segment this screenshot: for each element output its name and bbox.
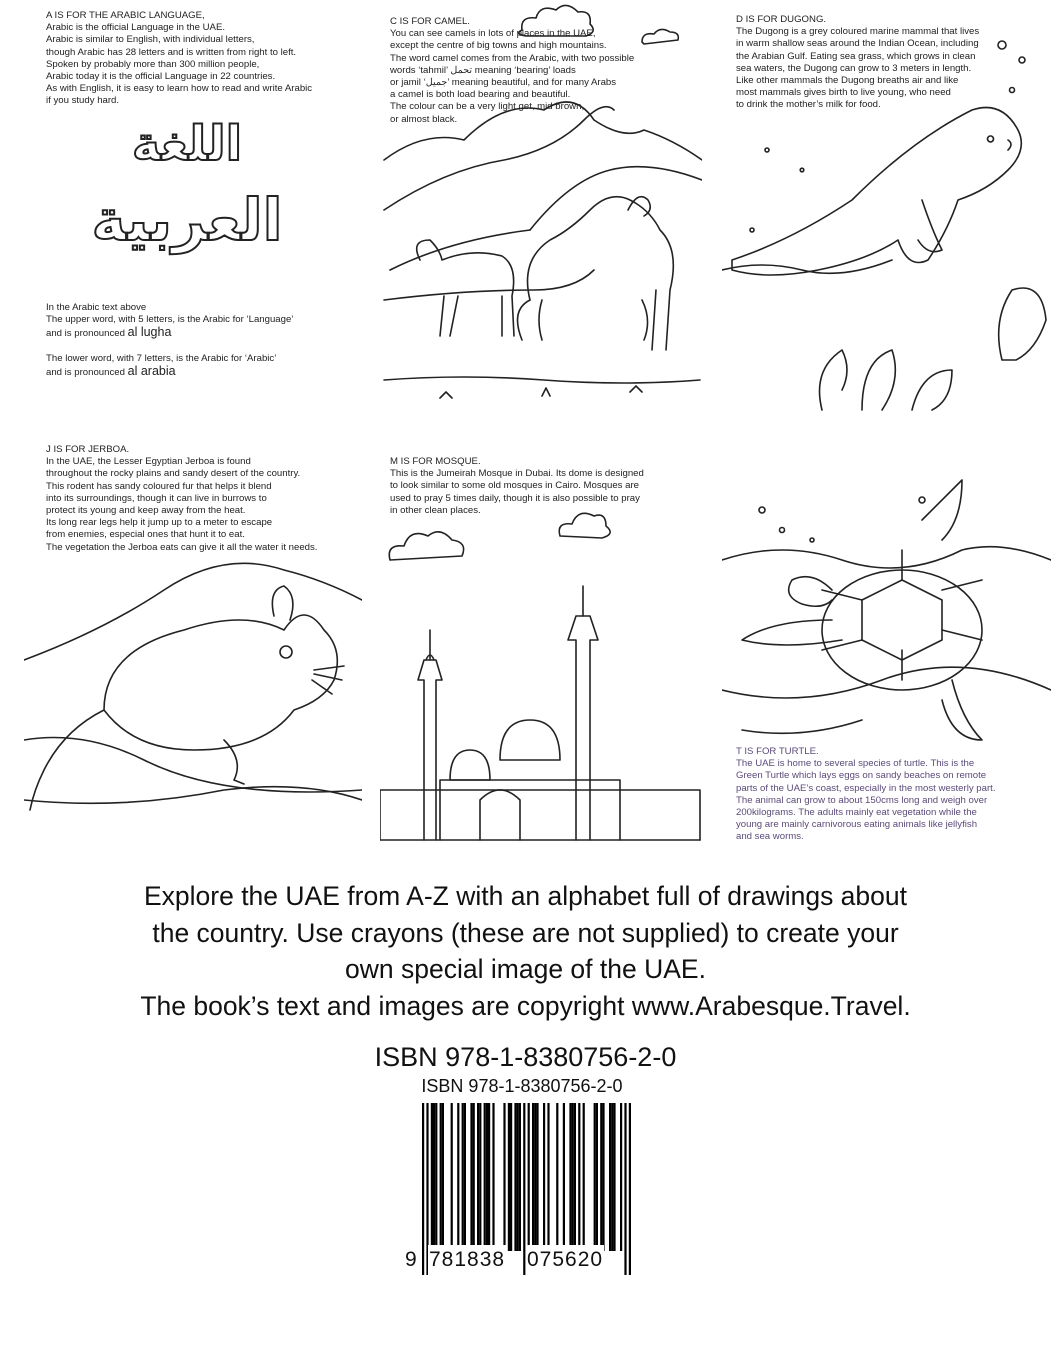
panel-c-text <box>390 16 634 126</box>
panel-j-line: protect its young and keep away from the heat. <box>46 505 246 517</box>
note-intro: In the Arabic text above <box>46 302 147 313</box>
barcode-bar <box>442 1103 444 1251</box>
barcode-bar <box>473 1103 475 1251</box>
barcode-bar <box>440 1103 442 1251</box>
barcode-bar <box>457 1103 459 1251</box>
jerboa-tail <box>30 710 104 810</box>
panel-m-line: to look similar to some old mosques in Cairo. Mosques are <box>390 480 640 492</box>
note-lower-1: The lower word, with 7 letters, is the Arabic for ‘Arabic’ <box>46 352 277 364</box>
barcode-bar <box>484 1103 486 1251</box>
barcode-bar <box>433 1103 435 1251</box>
barcode-bar <box>464 1103 466 1251</box>
note-upper-2: and is pronounced <box>46 328 125 340</box>
barcode-bar <box>477 1103 479 1251</box>
blurb-line: the country. Use crayons (these are not supplied) to create your <box>152 917 899 948</box>
mosque-base <box>380 790 700 840</box>
barcode-bar <box>503 1103 505 1251</box>
panel-arabic-language <box>24 0 362 418</box>
barcode-bar <box>600 1103 602 1251</box>
panel-j-line: from enemies, especial ones that hunt it to eat. <box>46 529 245 541</box>
jerboa-eye <box>280 646 292 658</box>
barcode-bar <box>583 1103 585 1251</box>
panel-j-title: J IS FOR JERBOA. <box>46 444 130 455</box>
left-minaret <box>418 660 442 840</box>
panel-j-line: Its long rear legs help it jump up to a meter to escape <box>46 517 273 529</box>
panel-c-title: C IS FOR CAMEL. <box>390 16 470 27</box>
panel-turtle <box>722 440 1051 868</box>
panel-t-title: T IS FOR TURTLE. <box>736 746 819 757</box>
panel-a-line: Arabic is similar to English, with individual letters, <box>46 34 255 46</box>
panel-c-line: The word camel comes from the Arabic, with two possible <box>390 52 635 64</box>
barcode-bar <box>543 1103 545 1251</box>
panel-m-line: used to pray 5 times daily, though it is also possible to pray <box>390 492 640 504</box>
panel-t-line: young are mainly carnivorous eating animals like jellyfish <box>736 819 978 831</box>
blurb-line: The book’s text and images are copyright www.Arabesque.Travel. <box>140 990 911 1021</box>
barcode-bar <box>563 1103 565 1251</box>
panel-d-line: The Dugong is a grey coloured marine mammal that lives <box>736 26 980 38</box>
barcode-bar <box>431 1103 433 1251</box>
dugong-body <box>732 108 1021 276</box>
barcode-bar <box>519 1103 521 1251</box>
panel-m-line: in other clean places. <box>390 504 481 516</box>
panel-c-line: except the centre of big towns and high mountains. <box>390 40 607 52</box>
barcode-bar <box>578 1103 580 1251</box>
barcode-digits-right: 075620 <box>526 1245 604 1275</box>
barcode-bar <box>486 1103 488 1251</box>
cloud-2 <box>642 29 678 44</box>
barcode-bar <box>536 1103 538 1251</box>
note-upper-1: The upper word, with 5 letters, is the Arabic for ‘Language’ <box>46 314 294 326</box>
barcode-bar <box>609 1103 611 1251</box>
pron-lower: al arabia <box>127 363 176 378</box>
arabic-word-lower: العربية <box>91 186 283 254</box>
blurb-line: own special image of the UAE. <box>345 954 706 984</box>
barcode-bar <box>556 1103 558 1251</box>
pron-upper: al lugha <box>127 325 172 340</box>
panel-m-text <box>390 456 644 517</box>
back-cover-blurb <box>0 878 1051 1024</box>
big-camel <box>528 197 674 350</box>
panel-d-title: D IS FOR DUGONG. <box>736 14 827 25</box>
barcode-bar <box>470 1103 472 1251</box>
arabic-word-upper: اللغة <box>131 116 243 172</box>
panel-c-line: a camel is both load bearing and beautiful. <box>390 89 571 101</box>
panel-d-line: the Arabian Gulf. Eating sea grass, which grows in clean <box>736 50 976 62</box>
panel-j-text <box>46 444 317 554</box>
panel-mosque <box>380 440 702 868</box>
right-minaret <box>568 616 598 840</box>
barcode-bar <box>514 1103 516 1251</box>
turtle-flipper <box>742 620 842 645</box>
barcode-bar <box>534 1103 536 1251</box>
panel-c-line: The colour can be a very light get, mid brown, <box>390 101 585 113</box>
barcode-bar <box>508 1103 510 1251</box>
cloud-right <box>559 513 610 538</box>
panel-camel <box>380 0 702 418</box>
panel-c-line: or jamil ‘جميل’ meaning beautiful, and for many Arabs <box>390 77 617 89</box>
barcode-bar <box>510 1103 512 1251</box>
coral <box>820 350 953 410</box>
barcode-bar <box>613 1103 615 1251</box>
barcode-bar <box>462 1103 464 1251</box>
barcode-isbn-label: ISBN 978-1-8380756-2-0 <box>421 1076 623 1096</box>
panel-j-line: into its surroundings, though it can live in burrows to <box>46 492 267 504</box>
barcode-bar <box>547 1103 549 1251</box>
panel-a-line: Arabic is the official Language in the UAE. <box>46 22 226 34</box>
central-dome <box>500 720 560 760</box>
barcode-bar <box>620 1103 622 1251</box>
barcode-bar <box>435 1103 437 1251</box>
panel-dugong <box>722 0 1051 418</box>
panel-j-line: throughout the rocky plains and sandy desert of the country. <box>46 468 301 480</box>
jerboa-body <box>104 615 337 750</box>
panel-t-text <box>736 746 996 844</box>
wave-top <box>722 547 1051 568</box>
panel-t-line: 200kilograms. The adults mainly eat vegetation while the <box>736 807 977 819</box>
panel-a-line: though Arabic has 28 letters and is written from right to left. <box>46 46 297 58</box>
barcode-bar <box>479 1103 481 1251</box>
barcode-bar <box>488 1103 490 1251</box>
barcode-bar <box>517 1103 519 1251</box>
panel-t-line: The animal can grow to about 150cms long and weigh over <box>736 794 988 806</box>
mosque-arch <box>480 790 520 840</box>
cloud-left <box>389 532 463 560</box>
panel-a-line: if you study hard. <box>46 95 120 107</box>
panel-a-line: As with English, it is easy to learn how to read and write Arabic <box>46 83 313 95</box>
dugong-flipper <box>918 200 942 252</box>
terrain-ridge <box>24 563 362 660</box>
panel-a-line: Arabic today it is the official Language in 22 countries. <box>46 71 276 83</box>
barcode-digit-lead: 9 <box>404 1245 418 1275</box>
panel-t-line: The UAE is home to several species of turtle. This is the <box>736 758 975 770</box>
panel-t-line: parts of the UAE’s coast, especially in the most westerly part. <box>736 782 996 794</box>
barcode-bar <box>574 1103 576 1251</box>
panel-j-line: In the UAE, the Lesser Egyptian Jerboa is found <box>46 456 251 468</box>
panel-j-line: This rodent has sandy coloured fur that helps it blend <box>46 480 272 492</box>
barcode-digits-left: 781838 <box>428 1245 506 1275</box>
panel-d-line: sea waters, the Dugong can grow to 3 meters in length. <box>736 62 972 74</box>
panel-a-line: Spoken by probably more than 300 million people, <box>46 58 260 70</box>
barcode-bar <box>572 1103 574 1251</box>
barcode-bar <box>596 1103 598 1251</box>
blurb-line: Explore the UAE from A-Z with an alphabet full of drawings about <box>143 881 907 911</box>
panel-d-line: Like other mammals the Dugong breaths air and like <box>736 75 959 87</box>
panel-a-title: A IS FOR THE ARABIC LANGUAGE, <box>46 10 205 21</box>
barcode-bar <box>611 1103 613 1251</box>
panel-c-line: or almost black. <box>390 113 458 125</box>
panel-c-line: words ‘tahmil’ تحمل meaning ‘bearing’ loads <box>390 64 576 76</box>
barcode-bar <box>492 1103 494 1251</box>
panel-jerboa <box>24 440 362 868</box>
barcode-bar <box>532 1103 534 1251</box>
panel-t-line: Green Turtle which lays eggs on sandy beaches on remote <box>736 770 987 782</box>
panel-m-title: M IS FOR MOSQUE. <box>390 456 481 467</box>
barcode-bar <box>594 1103 596 1251</box>
jerboa-ear <box>272 586 293 620</box>
panel-c-line: You can see camels in lots of places in the UAE, <box>390 28 596 40</box>
barcode-bar <box>451 1103 453 1251</box>
panel-d-line: to drink the mother’s milk for food. <box>736 99 881 111</box>
panel-j-line: The vegetation the Jerboa eats can give it all the water it needs. <box>46 541 318 553</box>
barcode-digits <box>404 1245 636 1275</box>
small-camel <box>417 240 514 336</box>
panel-d-line: in warm shallow seas around the Indian Ocean, including <box>736 38 979 50</box>
panel-d-line: most mammals gives birth to live young, who need <box>736 87 951 99</box>
panel-t-line: and sea worms. <box>736 831 804 843</box>
panel-a-note <box>46 302 293 379</box>
note-lower-2: and is pronounced <box>46 366 125 378</box>
panel-m-line: This is the Jumeirah Mosque in Dubai. Its dome is designed <box>390 468 644 480</box>
barcode-bar <box>602 1103 604 1251</box>
barcode-bar <box>569 1103 571 1251</box>
panel-d-text <box>736 14 979 112</box>
isbn-heading: ISBN 978-1-8380756-2-0 <box>374 1042 677 1072</box>
